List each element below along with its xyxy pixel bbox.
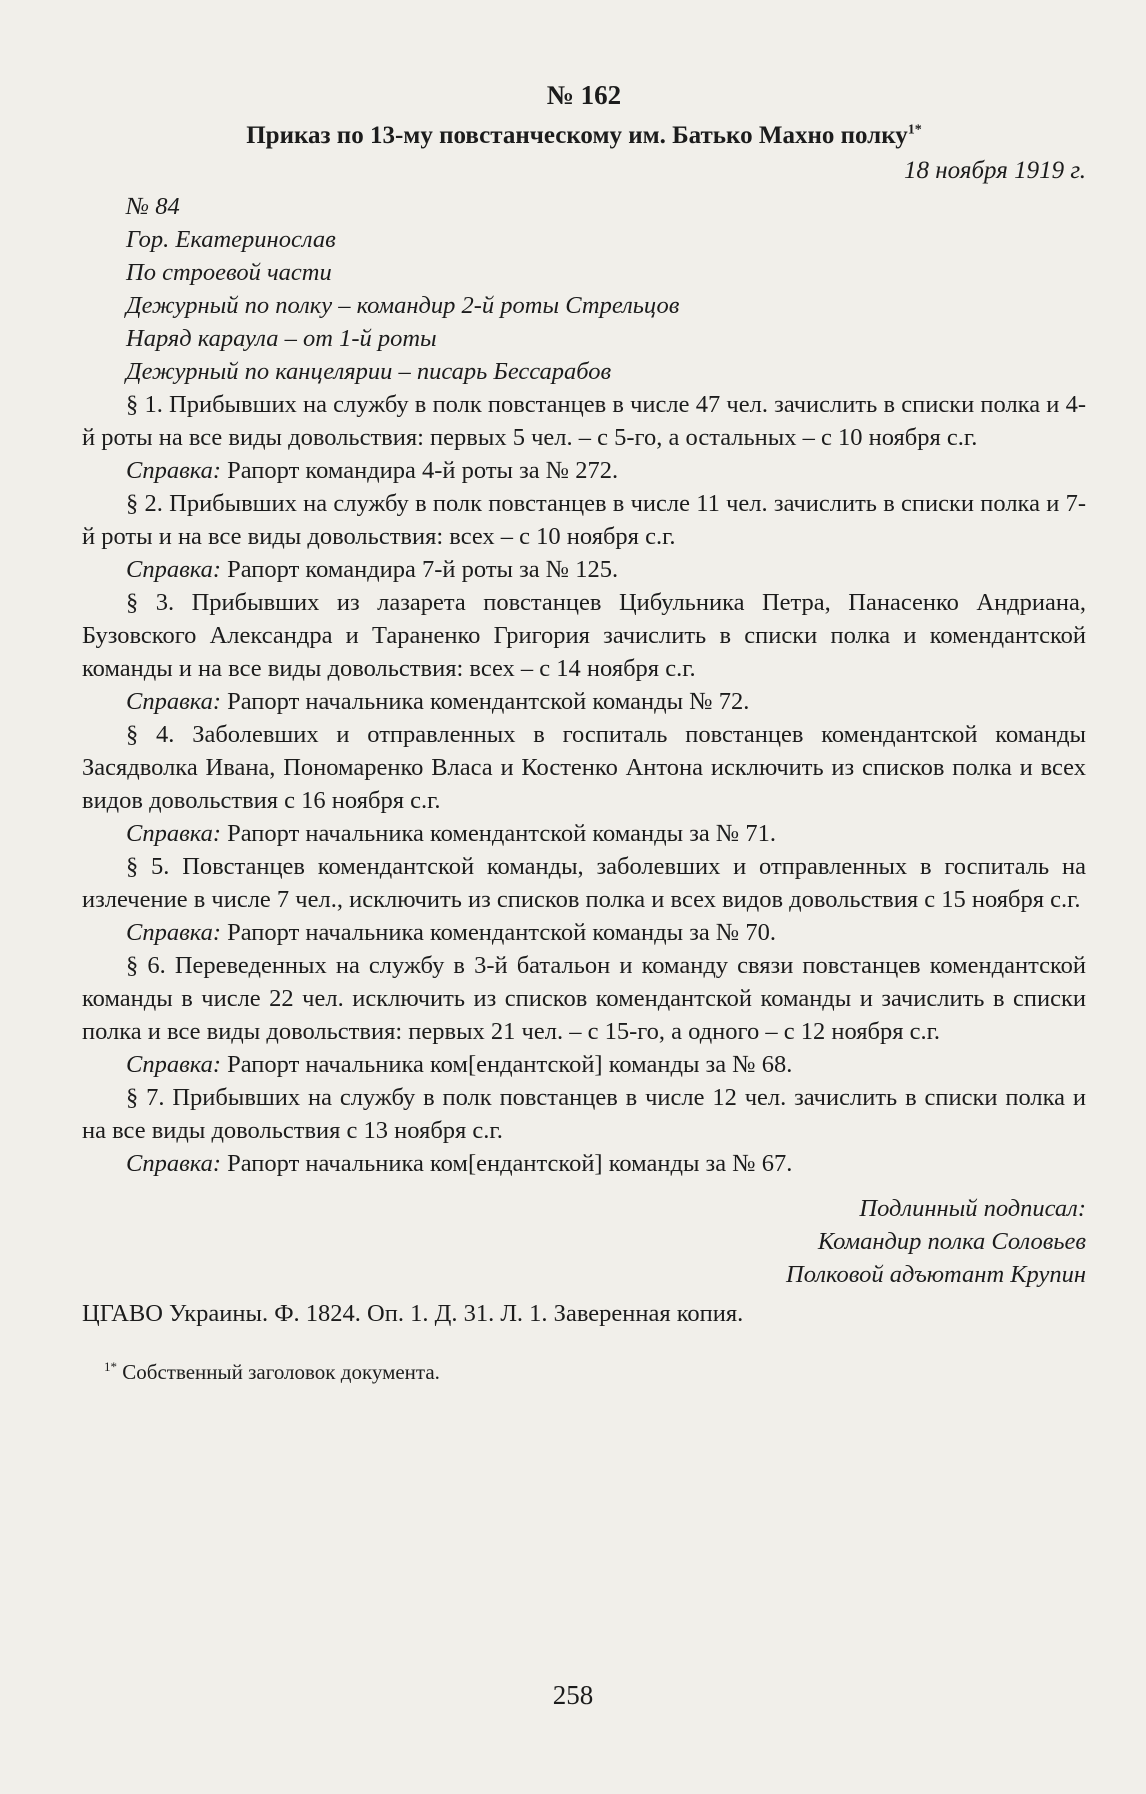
section-reference: [82, 454, 1086, 487]
footnote-mark: 1*: [104, 1359, 117, 1374]
archive-reference: ЦГАВО Украины. Ф. 1824. Оп. 1. Д. 31. Л. 1. Заверенная копия.: [82, 1300, 744, 1327]
section-reference: [82, 817, 1086, 850]
document-number: № 162: [546, 80, 622, 110]
signature-commander: Командир полка Соловьев: [817, 1228, 1086, 1255]
section-paragraph: § 2. Прибывших на службу в полк повстанцев в числе 11 чел. зачислить в списки полка и 7-й роты и на все виды довольствия: всех – с 10 ноября с.г.: [82, 490, 1086, 550]
reference-label: Справка:: [126, 1150, 221, 1177]
office-duty: Дежурный по канцелярии – писарь Бессарабов: [126, 358, 612, 385]
order-number: № 84: [126, 193, 180, 220]
duty-officer: Дежурный по полку – командир 2-й роты Стрельцов: [126, 292, 680, 319]
reference-label: Справка:: [126, 1051, 221, 1078]
section-paragraph: § 5. Повстанцев комендантской команды, заболевших и отправленных в госпиталь на излечение в числе 7 чел., исключить из списков полка и всех видов довольствия с 15 ноября с.г.: [82, 853, 1086, 913]
section-paragraph: § 6. Переведенных на службу в 3-й батальон и команду связи повстанцев комендантской команды в числе 22 чел. исключить из списков комендантской команды и зачислить в списки полка и все виды довольствия: первых 21 чел. – с 15-го, а одного – с 12 ноября с.г.: [82, 952, 1086, 1045]
reference-label: Справка:: [126, 688, 221, 715]
reference-text: Рапорт начальника ком[ендантской] команды за № 67.: [221, 1150, 793, 1177]
section-reference: [82, 685, 1086, 718]
footnote-text: Собственный заголовок документа.: [117, 1360, 440, 1384]
footnote: [82, 1358, 1086, 1386]
order-meta: [82, 190, 1086, 388]
reference-label: Справка:: [126, 820, 221, 847]
reference-label: Справка:: [126, 457, 221, 484]
reference-label: Справка:: [126, 556, 221, 583]
section-paragraph: § 4. Заболевших и отправленных в госпиталь повстанцев комендантской команды Засядволка Ивана, Пономаренко Власа и Костенко Антона исключить из списков полка и всех видов довольствия с 16 ноября с.г.: [82, 721, 1086, 814]
order-sections: [82, 388, 1086, 1180]
reference-text: Рапорт начальника ком[ендантской] команды за № 68.: [221, 1051, 793, 1078]
reference-text: Рапорт начальника комендантской команды № 72.: [221, 688, 750, 715]
signature-heading: Подлинный подписал:: [859, 1195, 1086, 1222]
reference-text: Рапорт начальника комендантской команды за № 71.: [221, 820, 777, 847]
reference-label: Справка:: [126, 919, 221, 946]
reference-text: Рапорт командира 4-й роты за № 272.: [221, 457, 619, 484]
page-number: 258: [552, 1680, 594, 1710]
section-reference: [82, 553, 1086, 586]
signature-adjutant: Полковой адъютант Крупин: [786, 1261, 1086, 1288]
order-city: Гор. Екатеринослав: [126, 226, 336, 253]
section-reference: [82, 916, 1086, 949]
document-date: 18 ноября 1919 г.: [904, 157, 1086, 184]
document-title-text: Приказ по 13-му повстанческому им. Батько Махно полку: [246, 122, 908, 149]
signature-block: [82, 1192, 1086, 1291]
document-title: [82, 120, 1086, 152]
reference-text: Рапорт начальника комендантской команды за № 70.: [221, 919, 777, 946]
section-paragraph: § 1. Прибывших на службу в полк повстанцев в числе 47 чел. зачислить в списки полка и 4-й роты на все виды довольствия: первых 5 чел. – с 5-го, а остальных – с 10 ноября с.г.: [82, 391, 1086, 451]
guard-detail: Наряд караула – от 1-й роты: [126, 325, 437, 352]
order-section: По строевой части: [126, 259, 332, 286]
section-reference: [82, 1147, 1086, 1180]
title-footnote-mark: 1*: [907, 122, 922, 138]
section-paragraph: § 7. Прибывших на службу в полк повстанцев в числе 12 чел. зачислить в списки полка и на все виды довольствия с 13 ноября с.г.: [82, 1084, 1086, 1144]
section-paragraph: § 3. Прибывших из лазарета повстанцев Цибульника Петра, Панасенко Андриана, Бузовского Александра и Тараненко Григория зачислить в списки полка и комендантской команды и на все виды довольствия: всех – с 14 ноября с.г.: [82, 589, 1086, 682]
reference-text: Рапорт командира 7-й роты за № 125.: [221, 556, 619, 583]
section-reference: [82, 1048, 1086, 1081]
